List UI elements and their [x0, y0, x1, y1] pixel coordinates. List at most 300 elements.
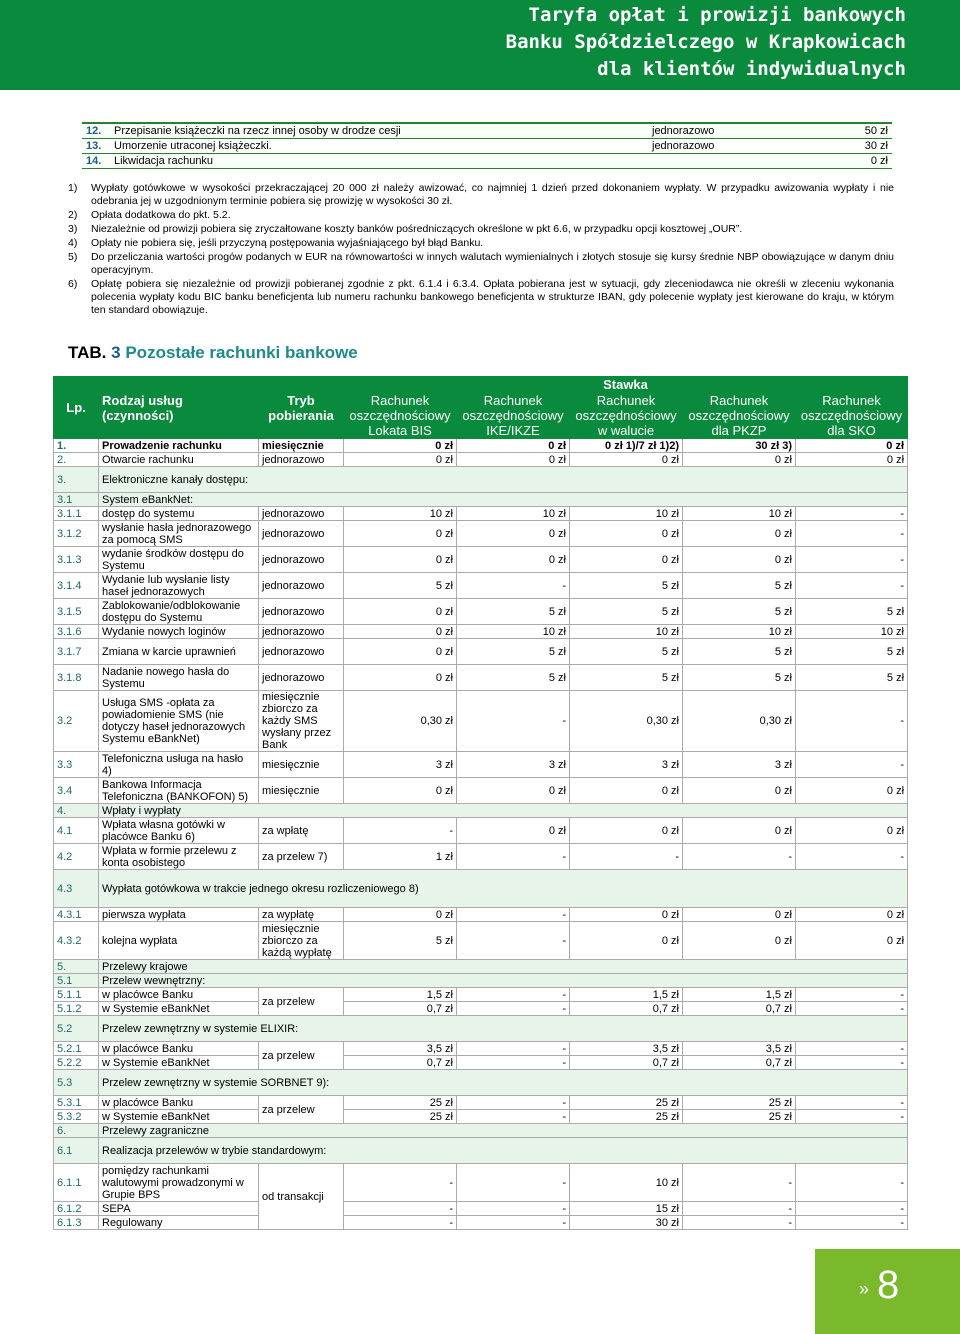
row-lp: 4.3 [54, 870, 99, 908]
row-value: 1,5 zł [683, 988, 796, 1002]
row-value: - [457, 1202, 570, 1216]
fee-row [82, 123, 892, 139]
row-value: 5 zł [457, 665, 570, 691]
row-value: - [796, 507, 908, 521]
row-value: - [457, 1056, 570, 1070]
row-value: 10 zł [570, 625, 683, 639]
row-service: w placówce Banku [99, 1042, 259, 1056]
row-service: dostęp do systemu [99, 507, 259, 521]
row-value: 0 zł [796, 439, 908, 453]
row-value: - [796, 1042, 908, 1056]
row-lp: 5.1 [54, 974, 99, 988]
row-value: 0 zł [796, 453, 908, 467]
row-section-title: Przelew zewnętrzny w systemie ELIXIR: [99, 1016, 908, 1042]
table-row [54, 1016, 908, 1042]
row-lp: 3.1.8 [54, 665, 99, 691]
row-value: 5 zł [344, 573, 457, 599]
page-arrow-icon: » [859, 1279, 870, 1299]
row-value: 25 zł [683, 1110, 796, 1124]
row-lp: 3.1.2 [54, 521, 99, 547]
row-value: 0 zł [344, 547, 457, 573]
row-value: 25 zł [683, 1096, 796, 1110]
row-value: 5 zł [570, 639, 683, 665]
row-lp: 5.2 [54, 1016, 99, 1042]
row-value: - [457, 1096, 570, 1110]
row-value: - [796, 1164, 908, 1202]
row-value: - [683, 844, 796, 870]
row-value: - [796, 752, 908, 778]
row-value: 10 zł [683, 507, 796, 521]
row-mode: miesięcznie [259, 752, 344, 778]
table-row [54, 1110, 908, 1124]
table-row [54, 908, 908, 922]
row-value: 0,7 zł [344, 1056, 457, 1070]
row-lp: 6.1.3 [54, 1216, 99, 1230]
row-lp: 3.3 [54, 752, 99, 778]
footnote-number: 5) [68, 251, 78, 263]
row-lp: 5.1.2 [54, 1002, 99, 1016]
row-mode: miesięcznie [259, 439, 344, 453]
row-value: 10 zł [683, 625, 796, 639]
row-lp: 5.3.2 [54, 1110, 99, 1124]
row-service: pomiędzy rachunkami walutowymi prowadzonymi w Grupie BPS [99, 1164, 259, 1202]
table-row [54, 1124, 908, 1138]
row-value: 0 zł [683, 908, 796, 922]
row-value: 3 zł [344, 752, 457, 778]
row-value: 10 zł [570, 1164, 683, 1202]
footnote [68, 209, 894, 222]
row-lp: 4.3.2 [54, 922, 99, 960]
table-row [54, 1202, 908, 1216]
table-row [54, 507, 908, 521]
header-stawka: Stawka [344, 377, 908, 393]
table-row [54, 599, 908, 625]
row-mode: miesięcznie zbiorczo za każdy SMS wysłany przez Bank [259, 691, 344, 752]
row-service: Zablokowanie/odblokowanie dostępu do Systemu [99, 599, 259, 625]
table-row [54, 547, 908, 573]
row-value: 0 zł [683, 818, 796, 844]
table-title [68, 343, 358, 363]
header-col-pkzp: Rachunek oszczędnościowy dla PKZP [683, 393, 796, 439]
table-row [54, 493, 908, 507]
row-value: 0,7 zł [683, 1002, 796, 1016]
table-row [54, 818, 908, 844]
other-accounts-table [53, 376, 908, 1230]
row-value: - [796, 1110, 908, 1124]
fee-mode: jednorazowo [648, 139, 776, 154]
row-value: - [457, 908, 570, 922]
table-row [54, 1056, 908, 1070]
row-value: 0 zł 1)/7 zł 1)2) [570, 439, 683, 453]
row-mode: jednorazowo [259, 453, 344, 467]
row-value: 30 zł 3) [683, 439, 796, 453]
header-title [506, 2, 906, 83]
row-service: Prowadzenie rachunku [99, 439, 259, 453]
row-lp: 3.1.3 [54, 547, 99, 573]
row-value: 10 zł [570, 507, 683, 521]
row-value: - [457, 1216, 570, 1230]
page-number-box [815, 1249, 960, 1334]
row-lp: 1. [54, 439, 99, 453]
header-service: Rodzaj usług (czynności) [99, 377, 259, 439]
row-lp: 6.1 [54, 1138, 99, 1164]
row-value: - [344, 1164, 457, 1202]
footnote-number: 3) [68, 223, 78, 235]
fees-continuation-table [82, 122, 892, 169]
row-mode: miesięcznie [259, 778, 344, 804]
row-mode: jednorazowo [259, 639, 344, 665]
row-value: 0 zł [344, 908, 457, 922]
footnote-number: 6) [68, 278, 78, 290]
row-value: - [796, 844, 908, 870]
row-value: - [457, 988, 570, 1002]
footnote-text: Wypłaty gotówkowe w wysokości przekraczającej 20 000 zł należy awizować, co najmniej 1 dzień przed dokonaniem wypłaty. W przypadku awizowania wypłaty i nie odebrania jej w uzgodnionym terminie pobiera się prowizję w wysokości 30 zł. [91, 182, 894, 207]
row-value: - [796, 1002, 908, 1016]
row-lp: 2. [54, 453, 99, 467]
fee-amount: 50 zł [776, 123, 892, 139]
row-value: - [796, 547, 908, 573]
row-value: 10 zł [344, 507, 457, 521]
row-lp: 3.1.4 [54, 573, 99, 599]
row-service: Wydanie lub wysłanie listy haseł jednorazowych [99, 573, 259, 599]
header-col-sko: Rachunek oszczędnościowy dla SKO [796, 393, 908, 439]
fee-number: 14. [82, 154, 110, 169]
row-value: 0 zł [570, 521, 683, 547]
row-service: Regulowany [99, 1216, 259, 1230]
row-service: w placówce Banku [99, 1096, 259, 1110]
row-value: 0 zł [796, 922, 908, 960]
row-value: 0,30 zł [344, 691, 457, 752]
row-value: 0 zł [683, 922, 796, 960]
row-value: 1 zł [344, 844, 457, 870]
row-lp: 5.3 [54, 1070, 99, 1096]
row-value: 5 zł [570, 599, 683, 625]
row-service: Otwarcie rachunku [99, 453, 259, 467]
row-mode: za przelew [259, 988, 344, 1016]
row-value: - [344, 818, 457, 844]
row-value: 0 zł [796, 818, 908, 844]
row-lp: 3.4 [54, 778, 99, 804]
table-row [54, 521, 908, 547]
table-row [54, 691, 908, 752]
row-value: - [683, 1164, 796, 1202]
header-lp: Lp. [54, 377, 99, 439]
row-mode: za przelew [259, 1042, 344, 1070]
table-row [54, 870, 908, 908]
fee-mode: jednorazowo [648, 123, 776, 139]
row-section-title: Elektroniczne kanały dostępu: [99, 467, 908, 493]
row-value: 1,5 zł [570, 988, 683, 1002]
row-lp: 3.1.6 [54, 625, 99, 639]
row-value: 0 zł [457, 521, 570, 547]
table-row [54, 1164, 908, 1202]
row-lp: 5. [54, 960, 99, 974]
fee-row [82, 154, 892, 169]
table-row [54, 639, 908, 665]
row-service: SEPA [99, 1202, 259, 1216]
row-value: 5 zł [796, 639, 908, 665]
row-value: 25 zł [570, 1096, 683, 1110]
row-value: 0,7 zł [570, 1002, 683, 1016]
row-lp: 6. [54, 1124, 99, 1138]
row-value: 0,7 zł [570, 1056, 683, 1070]
row-value: - [344, 1202, 457, 1216]
row-mode: za wypłatę [259, 908, 344, 922]
table-row [54, 1002, 908, 1016]
row-value: - [457, 1002, 570, 1016]
row-value: - [457, 844, 570, 870]
table-row [54, 467, 908, 493]
fee-mode [648, 154, 776, 169]
row-lp: 3.2 [54, 691, 99, 752]
table-row [54, 974, 908, 988]
row-value: 0 zł [570, 778, 683, 804]
row-value: - [457, 922, 570, 960]
row-value: 0 zł [683, 521, 796, 547]
table-title-number: 3 [111, 343, 121, 362]
row-service: Nadanie nowego hasła do Systemu [99, 665, 259, 691]
row-service: w Systemie eBankNet [99, 1110, 259, 1124]
row-service: Zmiana w karcie uprawnień [99, 639, 259, 665]
row-value: 3 zł [683, 752, 796, 778]
row-value: - [796, 1202, 908, 1216]
header-title-line-3: dla klientów indywidualnych [597, 58, 906, 80]
row-value: - [457, 1164, 570, 1202]
row-value: 0 zł [570, 547, 683, 573]
row-section-title: Przelew wewnętrzny: [99, 974, 908, 988]
row-value: 0 zł [796, 908, 908, 922]
row-value: 5 zł [683, 665, 796, 691]
row-mode: jednorazowo [259, 573, 344, 599]
row-value: 0 zł [344, 439, 457, 453]
footnote [68, 182, 894, 208]
table-row [54, 1042, 908, 1056]
row-lp: 3. [54, 467, 99, 493]
row-value: 25 zł [344, 1096, 457, 1110]
row-mode: od transakcji [259, 1164, 344, 1230]
row-value: 5 zł [683, 599, 796, 625]
footnote-text: Do przeliczania wartości progów podanych w EUR na równowartości w innych walutach wymienialnych i złotych stosuje się kursy średnie NBP obowiązujące w danym dniu operacyjnym. [91, 251, 894, 276]
row-value: 10 zł [796, 625, 908, 639]
footnote-number: 1) [68, 182, 78, 194]
row-value: 5 zł [796, 665, 908, 691]
row-value: 5 zł [683, 573, 796, 599]
table-row [54, 665, 908, 691]
row-service: Usługa SMS -opłata za powiadomienie SMS (nie dotyczy haseł jednorazowych Systemu eBankNet) [99, 691, 259, 752]
table-row [54, 752, 908, 778]
footnotes [68, 182, 894, 318]
row-value: 0,7 zł [683, 1056, 796, 1070]
page-header [0, 0, 960, 90]
row-value: - [796, 1096, 908, 1110]
row-value: 3 zł [570, 752, 683, 778]
row-mode: jednorazowo [259, 521, 344, 547]
row-value: 0 zł [344, 453, 457, 467]
footnote-text: Opłatę pobiera się niezależnie od prowizji pobieranej zgodnie z pkt. 6.1.4 i 6.3.4. Opłata pobierana jest w sytuacji, gdy zleceniodawca nie określi w zleceniu wykonania polecenia wypłaty kodu BIC banku beneficjenta lub numeru rachunku bankowego beneficjenta w strukturze IBAN, gdy polecenie wypłaty jest kierowane do kraju, w którym ten standard obowiązuje. [91, 278, 894, 316]
row-value: 25 zł [344, 1110, 457, 1124]
row-value: 5 zł [570, 573, 683, 599]
row-value: - [683, 1202, 796, 1216]
row-service: w Systemie eBankNet [99, 1056, 259, 1070]
row-mode: jednorazowo [259, 625, 344, 639]
fee-name: Likwidacja rachunku [110, 154, 648, 169]
row-service: Telefoniczna usługa na hasło 4) [99, 752, 259, 778]
row-value: 0 zł [570, 922, 683, 960]
row-section-title: System eBankNet: [99, 493, 908, 507]
row-value: 0 zł [344, 625, 457, 639]
table-row [54, 844, 908, 870]
header-title-line-2: Banku Spółdzielczego w Krapkowicach [505, 31, 906, 53]
row-mode: miesięcznie zbiorczo za każdą wypłatę [259, 922, 344, 960]
row-section-title: Wypłata gotówkowa w trakcie jednego okresu rozliczeniowego 8) [99, 870, 908, 908]
row-service: Wydanie nowych loginów [99, 625, 259, 639]
row-section-title: Przelew zewnętrzny w systemie SORBNET 9): [99, 1070, 908, 1096]
row-value: 1,5 zł [344, 988, 457, 1002]
row-mode: za wpłatę [259, 818, 344, 844]
row-lp: 4.3.1 [54, 908, 99, 922]
fee-amount: 30 zł [776, 139, 892, 154]
row-value: 0,30 zł [683, 691, 796, 752]
row-value: - [457, 1042, 570, 1056]
row-mode: jednorazowo [259, 599, 344, 625]
row-value: 0 zł [457, 547, 570, 573]
row-value: 5 zł [457, 639, 570, 665]
table-row [54, 1096, 908, 1110]
header-col-lokata-bis: Rachunek oszczędnościowy Lokata BIS [344, 393, 457, 439]
fee-name: Przepisanie książeczki na rzecz innej osoby w drodze cesji [110, 123, 648, 139]
row-value: 5 zł [796, 599, 908, 625]
row-value: 0 zł [344, 599, 457, 625]
row-value: 3,5 zł [344, 1042, 457, 1056]
row-value: - [796, 1056, 908, 1070]
row-value: - [457, 573, 570, 599]
row-lp: 6.1.1 [54, 1164, 99, 1202]
row-value: - [796, 988, 908, 1002]
table-row [54, 453, 908, 467]
row-lp: 5.3.1 [54, 1096, 99, 1110]
row-value: 3 zł [457, 752, 570, 778]
row-lp: 5.1.1 [54, 988, 99, 1002]
row-value: 0 zł [344, 639, 457, 665]
row-lp: 5.2.2 [54, 1056, 99, 1070]
row-value: 3,5 zł [683, 1042, 796, 1056]
row-lp: 3.1.1 [54, 507, 99, 521]
table-row [54, 1138, 908, 1164]
row-value: 0 zł [457, 439, 570, 453]
row-section-title: Realizacja przelewów w trybie standardowym: [99, 1138, 908, 1164]
footnote [68, 278, 894, 317]
row-lp: 4.2 [54, 844, 99, 870]
table-row [54, 625, 908, 639]
footnote-text: Opłata dodatkowa do pkt. 5.2. [91, 209, 231, 221]
row-section-title: Przelewy zagraniczne [99, 1124, 908, 1138]
fee-row [82, 139, 892, 154]
footnote-number: 4) [68, 237, 78, 249]
row-service: Bankowa Informacja Telefoniczna (BANKOFON) 5) [99, 778, 259, 804]
row-value: 30 zł [570, 1216, 683, 1230]
row-value: 0 zł [683, 778, 796, 804]
fee-number: 12. [82, 123, 110, 139]
row-service: wydanie środków dostępu do Systemu [99, 547, 259, 573]
footnote [68, 251, 894, 277]
table-row [54, 1070, 908, 1096]
row-mode: jednorazowo [259, 547, 344, 573]
footnote-text: Niezależnie od prowizji pobiera się zryczałtowane koszty banków pośredniczących określone w pkt 6.6, w przypadku opcji kosztowej „OUR”. [91, 223, 743, 235]
row-value: 25 zł [570, 1110, 683, 1124]
row-value: 5 zł [683, 639, 796, 665]
header-col-ike-ikze: Rachunek oszczędnościowy IKE/IKZE [457, 393, 570, 439]
row-value: - [796, 1216, 908, 1230]
footnote [68, 223, 894, 236]
table-title-prefix: TAB. [68, 343, 107, 362]
row-lp: 4. [54, 804, 99, 818]
row-lp: 3.1.5 [54, 599, 99, 625]
row-value: 5 zł [457, 599, 570, 625]
row-lp: 5.2.1 [54, 1042, 99, 1056]
table-row [54, 778, 908, 804]
row-value: 0 zł [570, 908, 683, 922]
row-section-title: Wpłaty i wypłaty [99, 804, 908, 818]
table-row [54, 1216, 908, 1230]
row-value: 0 zł [457, 453, 570, 467]
table-row [54, 988, 908, 1002]
row-value: 15 zł [570, 1202, 683, 1216]
row-value: 5 zł [570, 665, 683, 691]
row-lp: 4.1 [54, 818, 99, 844]
page-number: 8 [877, 1263, 900, 1307]
fee-number: 13. [82, 139, 110, 154]
row-value: - [796, 691, 908, 752]
table-title-name: Pozostałe rachunki bankowe [125, 343, 358, 362]
row-mode: za przelew 7) [259, 844, 344, 870]
fee-name: Umorzenie utraconej książeczki. [110, 139, 648, 154]
row-service: w placówce Banku [99, 988, 259, 1002]
row-mode: jednorazowo [259, 507, 344, 521]
row-mode: za przelew [259, 1096, 344, 1124]
table-row [54, 804, 908, 818]
row-service: w Systemie eBankNet [99, 1002, 259, 1016]
row-value: - [457, 1110, 570, 1124]
row-value: 0 zł [344, 665, 457, 691]
row-value: 0 zł [344, 778, 457, 804]
row-lp: 3.1.7 [54, 639, 99, 665]
row-mode: jednorazowo [259, 665, 344, 691]
row-value: 0,7 zł [344, 1002, 457, 1016]
row-value: 0,30 zł [570, 691, 683, 752]
row-service: pierwsza wypłata [99, 908, 259, 922]
row-value: - [683, 1216, 796, 1230]
row-value: 10 zł [457, 625, 570, 639]
table-row [54, 439, 908, 453]
header-mode: Tryb pobierania [259, 377, 344, 439]
table-row [54, 573, 908, 599]
footnote-text: Opłaty nie pobiera się, jeśli przyczyną postępowania wyjaśniającego był błąd Banku. [91, 237, 484, 249]
row-value: - [570, 844, 683, 870]
row-value: - [796, 521, 908, 547]
footnote-number: 2) [68, 209, 78, 221]
row-value: 0 zł [570, 453, 683, 467]
table-row [54, 922, 908, 960]
row-value: - [457, 691, 570, 752]
row-service: wysłanie hasła jednorazowego za pomocą SMS [99, 521, 259, 547]
row-lp: 6.1.2 [54, 1202, 99, 1216]
row-lp: 3.1 [54, 493, 99, 507]
row-value: 0 zł [683, 547, 796, 573]
row-value: 0 zł [457, 818, 570, 844]
row-value: - [796, 573, 908, 599]
row-value: 0 zł [796, 778, 908, 804]
header-title-line-1: Taryfa opłat i prowizji bankowych [528, 4, 906, 26]
